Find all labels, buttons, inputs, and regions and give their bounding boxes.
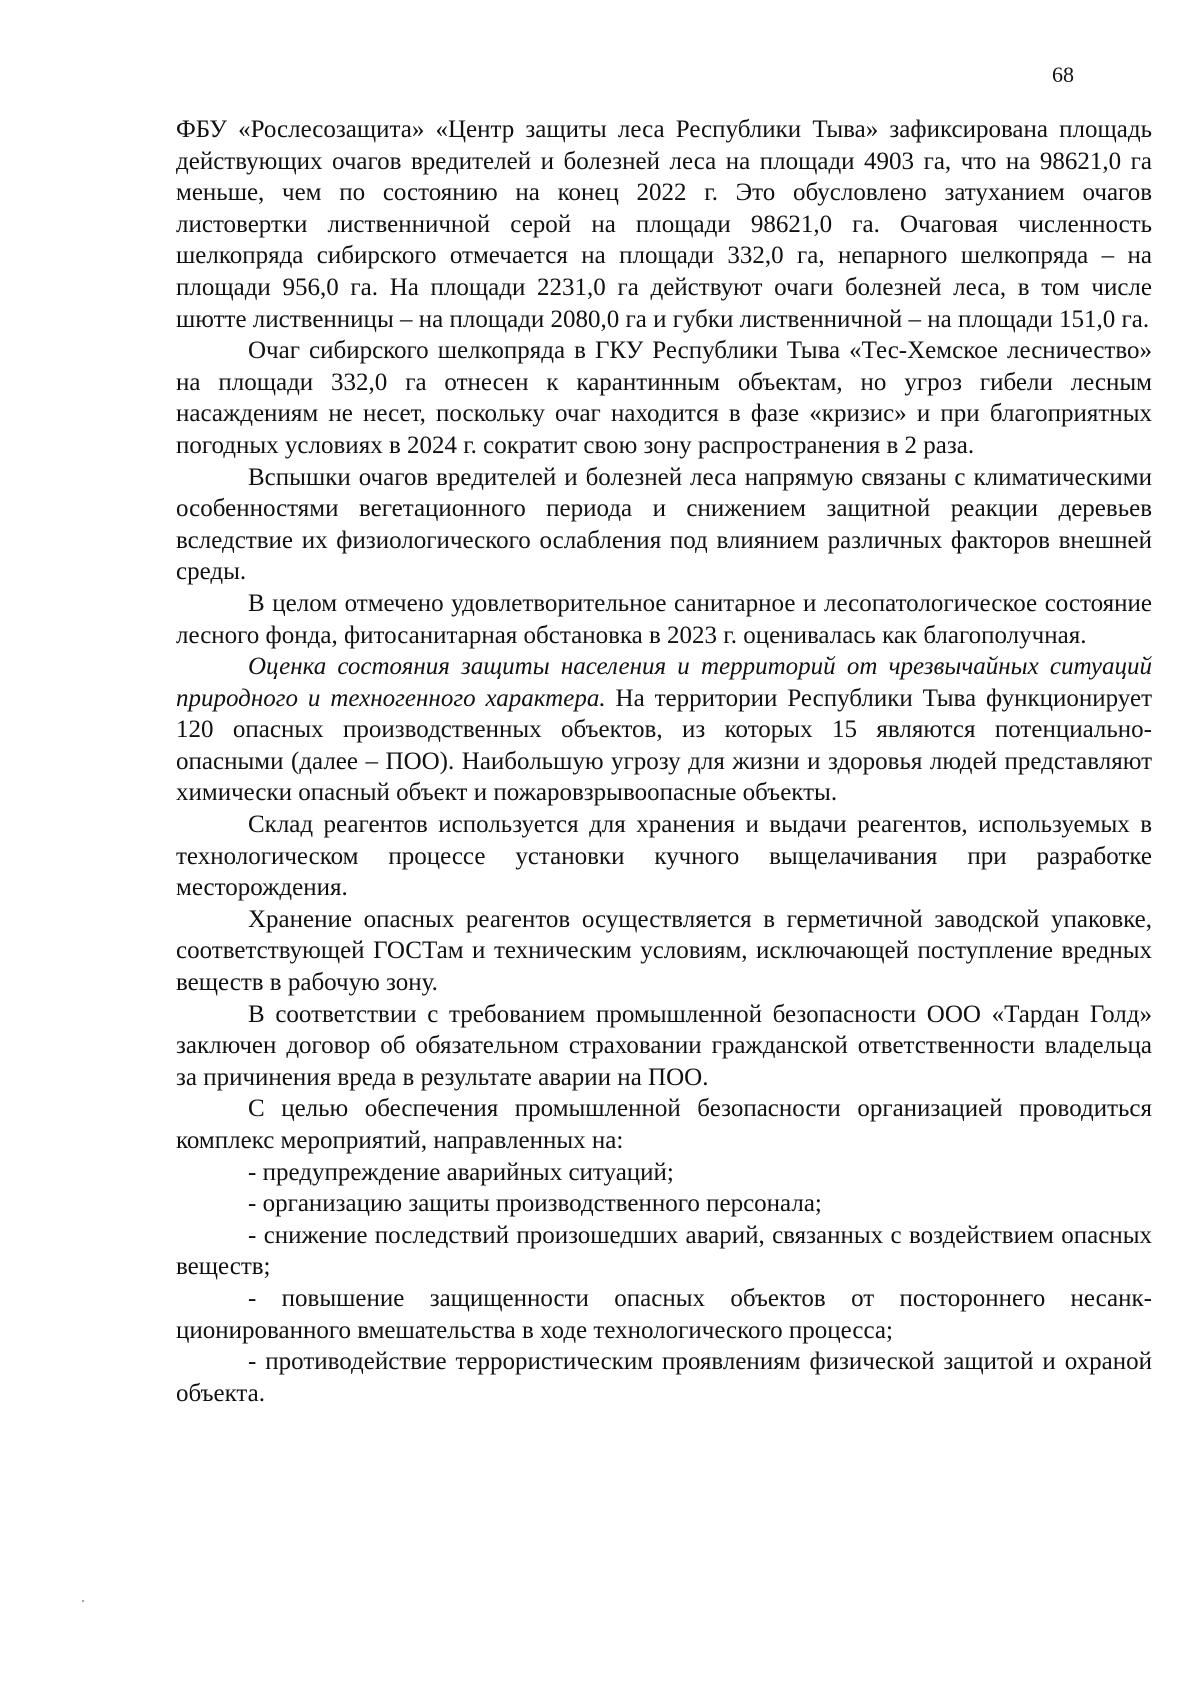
section-lead-italic: Оценка состояния защиты населения и территорий от чрезвычайных ситуаций природного и техногенного характера. — [176, 653, 1152, 712]
page-number: 68 — [1052, 62, 1074, 87]
paragraph-emergency-assessment — [176, 651, 1152, 809]
paragraph-siberian-moth: Очаг сибирского шелкопряда в ГКУ Республики Тыва «Тес-Хемское лесничество» на площади 332,0 га отнесен к карантинным объектам, но угроз гибели лесным насаждениям не несет, поскольку очаг находится в фазе «кризис» и при благоприятных погодных условиях в 2024 г. сократит свою зону распространения в 2 раза. — [176, 337, 1152, 459]
paragraph-forest-pests: ФБУ «Рослесозащита» «Центр защиты леса Республики Тыва» зафиксирована площадь действующих очагов вредителей и болезней леса на площади 4903 га, что на 98621,0 га меньше, чем по состоянию на конец 2022 г. Это обусловлено затуханием очагов листовертки лиственничной серой на площади 98621,0 га. Очаговая численность шелкопряда сибирского отмечается на площади 332,0 га, непарного шелкопряда – на площади 956,0 га. На площади 2231,0 га действуют очаги болезней леса, в том числе шютте лиственницы – на площади 2080,0 га и губки лиственничной – на площади 151,0 га. — [176, 116, 1152, 333]
document-body — [176, 114, 1152, 1409]
list-item: - повышение защищенности опасных объектов от постороннего несанкционированного вмешательства в ходе технологического процесса; — [176, 1284, 1152, 1344]
list-item: - снижение последствий произошедших аварий, связанных с воздействием опасных веществ; — [176, 1221, 1152, 1281]
paragraph-outbreaks: Вспышки очагов вредителей и болезней леса напрямую связаны с климатическими особенностями вегетационного периода и снижением защитной реакции деревьев вследствие их физиологического ослабления под влиянием различных факторов внешней среды. — [176, 463, 1152, 586]
paragraph-reagent-storage: Хранение опасных реагентов осуществляется в герметичной заводской упаковке, соответствующей ГОСТам и техническим условиям, исключающей поступление вредных веществ в рабочую зону. — [176, 905, 1152, 997]
paragraph-reagent-warehouse: Склад реагентов используется для хранения и выдачи реагентов, используемых в технологическом процессе установки кучного выщелачивания при разработке месторождения. — [176, 811, 1152, 902]
list-item: - противодействие террористическим проявлениям физической защитой и охраной объекта. — [176, 1348, 1152, 1407]
paragraph-sanitary-state: В целом отмечено удовлетворительное санитарное и лесопатологическое состояние лесного фонда, фитосанитарная обстановка в 2023 г. оценивалась как благополучная. — [176, 589, 1152, 649]
paragraph-insurance: В соответствии с требованием промышленной безопасности ООО «Тардан Голд» заключен договор об обязательном страховании гражданской ответственности владельца за причинения вреда в результате аварии на ПОО. — [176, 1000, 1152, 1091]
list-item: - организацию защиты производственного персонала; — [248, 1190, 822, 1218]
scan-artifact-dot — [82, 1600, 84, 1602]
paragraph-measures-intro: С целью обеспечения промышленной безопасности организацией проводиться комплекс мероприятий, направленных на: — [176, 1095, 1152, 1154]
paragraph-emergency-text: На территории Республики Тыва функционирует 120 опасных производственных объектов, из которых 15 являются потенциально-опасными (далее – ПОО). Наибольшую угрозу для жизни и здоровья людей представляют химически опасный объект и пожаровзрывоопасные объекты. — [176, 684, 1152, 807]
list-item: - предупреждение аварийных ситуаций; — [248, 1158, 674, 1186]
